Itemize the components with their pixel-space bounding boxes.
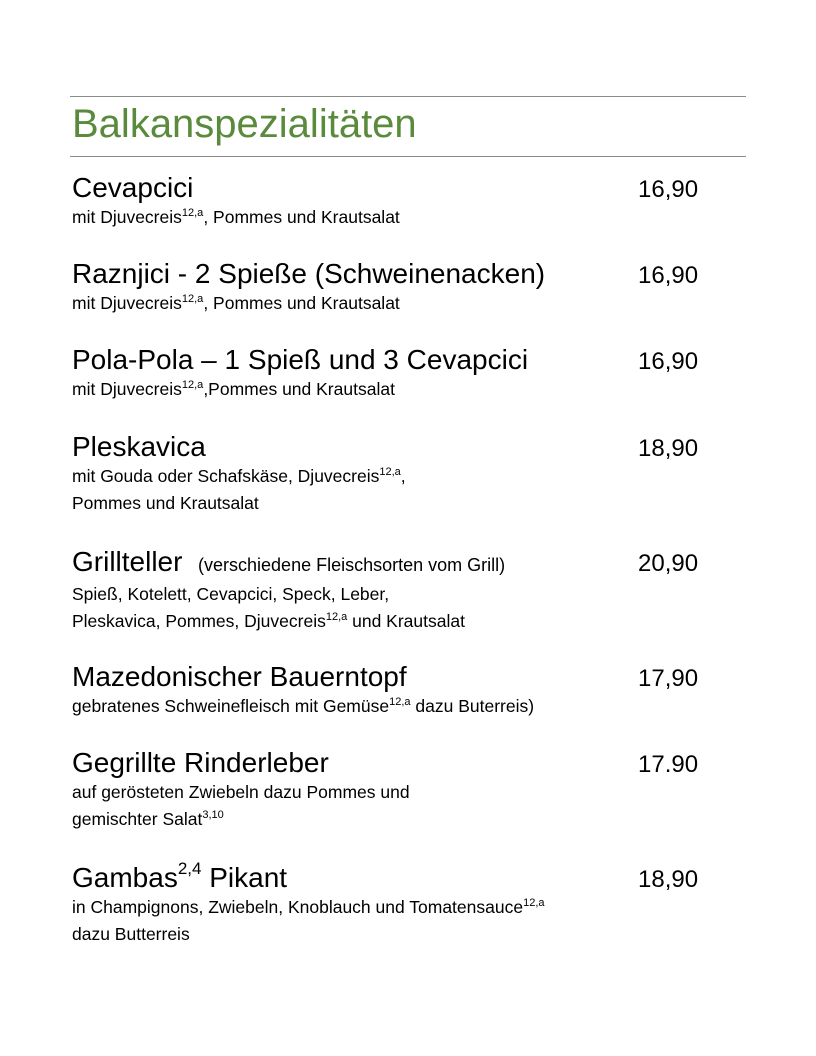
item-description-line: mit Djuvecreis$^{12,a}$, Pommes und Krautsalat <box>72 207 400 227</box>
item-note: (verschiedene Fleischsorten vom Grill) <box>198 555 506 575</box>
allergen-codes: 2,4 <box>177 859 202 878</box>
item-description-line: gebratenes Schweinefleisch mit Gemüse$^{12,a}$ dazu Buterreis) <box>72 696 535 716</box>
menu-item-pola-pola <box>72 344 712 403</box>
allergen-codes: 12,a <box>181 207 204 219</box>
item-name: Pleskavica <box>72 431 206 462</box>
item-price: 17.90 <box>638 751 699 778</box>
menu-item-bauerntopf <box>72 661 712 720</box>
item-name: Gegrillte Rinderleber <box>72 747 329 778</box>
item-description-line: auf gerösteten Zwiebeln dazu Pommes und <box>72 782 410 802</box>
top-divider <box>70 96 746 97</box>
item-description-line: gemischter Salat$^{3,10}$ <box>72 809 224 829</box>
item-description-line: Pleskavica, Pommes, Djuvecreis$^{12,a}$ und Krautsalat <box>72 611 465 631</box>
item-price: 16,90 <box>638 348 699 375</box>
item-name: Mazedonischer Bauerntopf <box>72 661 407 692</box>
item-description-line: mit Djuvecreis$^{12,a}$, Pommes und Krautsalat <box>72 293 400 313</box>
item-name: Gambas$^{2,4}$ Pikant <box>72 859 288 893</box>
bottom-divider <box>70 156 746 157</box>
allergen-codes: 12,a <box>325 611 348 623</box>
item-description-line: Pommes und Krautsalat <box>72 493 259 513</box>
menu-item-rinderleber <box>72 747 712 833</box>
item-name: Cevapcici <box>72 172 194 203</box>
menu-item-grillteller <box>72 546 712 635</box>
item-price: 17,90 <box>638 665 699 692</box>
allergen-codes: 3,10 <box>202 809 224 821</box>
item-description-line: in Champignons, Zwiebeln, Knoblauch und Tomatensauce$^{12,a}$ <box>72 897 545 917</box>
item-price: 16,90 <box>638 176 699 203</box>
item-description-line: mit Gouda oder Schafskäse, Djuvecreis$^{12,a}$, <box>72 466 406 486</box>
item-name: Raznjici - 2 Spieße (Schweinenacken) <box>72 258 546 289</box>
allergen-codes: 12,a <box>523 897 545 909</box>
menu-item-cevapcici <box>72 172 712 231</box>
allergen-codes: 12,a <box>181 293 204 305</box>
menu-item-gambas <box>72 859 712 948</box>
allergen-codes: 12,a <box>181 379 204 391</box>
item-name: Pola-Pola – 1 Spieß und 3 Cevapcici <box>72 344 529 375</box>
item-price: 20,90 <box>638 550 699 577</box>
item-name: Grillteller (verschiedene Fleischsorten vom Grill) <box>72 546 506 577</box>
allergen-codes: 12,a <box>379 466 401 478</box>
allergen-codes: 12,a <box>389 696 411 708</box>
item-price: 18,90 <box>638 866 699 893</box>
item-description-line: dazu Butterreis <box>72 924 190 944</box>
menu-item-pleskavica <box>72 431 712 517</box>
item-description-line: Spieß, Kotelett, Cevapcici, Speck, Leber, <box>72 584 390 604</box>
menu-item-raznjici <box>72 258 712 317</box>
section-heading: Balkanspezialitäten <box>72 102 417 146</box>
item-price: 18,90 <box>638 435 699 462</box>
item-description-line: mit Djuvecreis$^{12,a}$,Pommes und Krautsalat <box>72 379 395 399</box>
item-price: 16,90 <box>638 262 699 289</box>
